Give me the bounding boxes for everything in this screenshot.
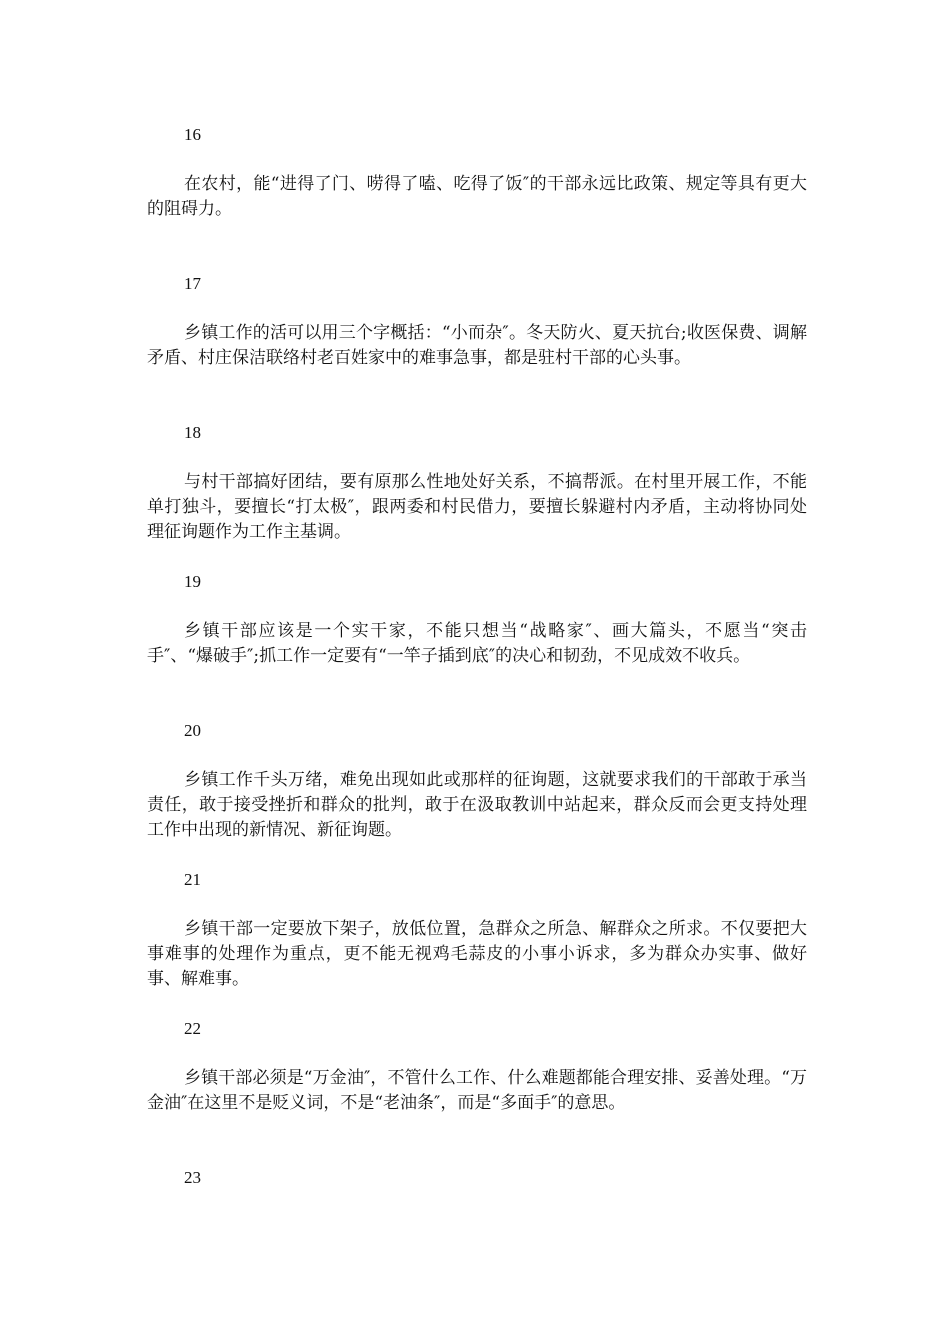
entry-23 bbox=[147, 1166, 807, 1315]
entry-text: 在农村，能“进得了门、唠得了嗑、吃得了饭″的干部永远比政策、规定等具有更大的阻碍力。 bbox=[147, 174, 807, 219]
entry-19 bbox=[147, 570, 807, 719]
entry-number: 16 bbox=[184, 125, 201, 144]
entry-17 bbox=[147, 272, 807, 421]
entry-20 bbox=[147, 719, 807, 868]
entry-21 bbox=[147, 868, 807, 1017]
entry-number: 17 bbox=[184, 274, 201, 293]
entry-text: 乡镇干部应该是一个实干家，不能只想当“战略家″、画大篇头，不愿当“突击手″、“爆破手″;抓工作一定要有“一竿子插到底″的决心和韧劲，不见成效不收兵。 bbox=[147, 621, 807, 666]
entry-number: 22 bbox=[184, 1019, 201, 1038]
entry-text: 乡镇工作的活可以用三个字概括：“小而杂″。冬天防火、夏天抗台;收医保费、调解矛盾、村庄保洁联络村老百姓家中的难事急事，都是驻村干部的心头事。 bbox=[147, 323, 807, 368]
entry-16 bbox=[147, 123, 807, 272]
entry-text: 与村干部搞好团结，要有原那么性地处好关系，不搞帮派。在村里开展工作，不能单打独斗，要擅长“打太极″，跟两委和村民借力，要擅长躲避村内矛盾，主动将协同处理征询题作为工作主基调。 bbox=[147, 472, 807, 542]
entry-number: 18 bbox=[184, 423, 201, 442]
entry-list bbox=[147, 123, 807, 1315]
entry-text: 乡镇干部必须是“万金油″，不管什么工作、什么难题都能合理安排、妥善处理。“万金油″在这里不是贬义词，不是“老油条″，而是“多面手″的意思。 bbox=[147, 1068, 807, 1113]
entry-number: 20 bbox=[184, 721, 201, 740]
entry-22 bbox=[147, 1017, 807, 1166]
entry-18 bbox=[147, 421, 807, 570]
entry-number: 21 bbox=[184, 870, 201, 889]
entry-text: 乡镇干部一定要放下架子，放低位置，急群众之所急、解群众之所求。不仅要把大事难事的处理作为重点，更不能无视鸡毛蒜皮的小事小诉求，多为群众办实事、做好事、解难事。 bbox=[147, 919, 807, 989]
entry-number: 23 bbox=[184, 1168, 201, 1187]
entry-text: 乡镇工作千头万绪，难免出现如此或那样的征询题，这就要求我们的干部敢于承当责任，敢于接受挫折和群众的批判，敢于在汲取教训中站起来，群众反而会更支持处理工作中出现的新情况、新征询题。 bbox=[147, 770, 807, 840]
entry-number: 19 bbox=[184, 572, 201, 591]
